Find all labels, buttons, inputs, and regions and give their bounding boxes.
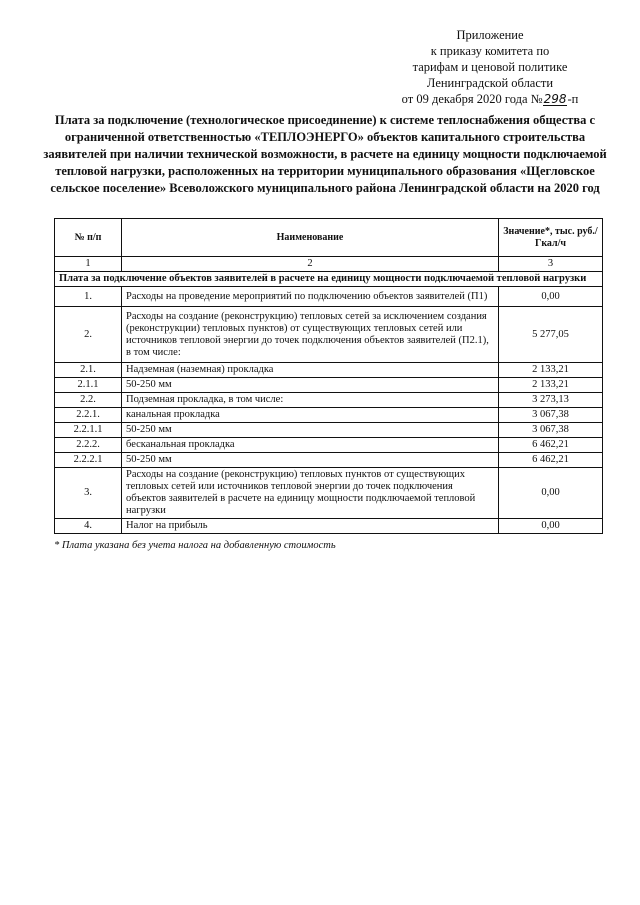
row-name: Надземная (наземная) прокладка bbox=[122, 363, 499, 378]
appendix-block bbox=[390, 27, 590, 107]
row-value: 3 067,38 bbox=[499, 408, 603, 423]
appendix-line-4: Ленинградской области bbox=[426, 76, 554, 90]
table-row bbox=[55, 363, 603, 378]
row-value: 3 273,13 bbox=[499, 393, 603, 408]
header-number: № п/п bbox=[55, 219, 122, 257]
column-number: 3 bbox=[499, 257, 603, 272]
table-row bbox=[55, 378, 603, 393]
tariff-table bbox=[54, 218, 603, 534]
document-title: Плата за подключение (технологическое присоединение) к системе теплоснабжения общества с ограниченной ответственностью «ТЕПЛОЭНЕРГО» объектов капитального строительства заявителей при наличии технической возможности, в расчете на единицу мощности подключаемой тепловой нагрузки, расположенных на территории муниципального образования «Щегловское сельское поселение» Всеволожского муниципального района Ленинградской области на 2020 год bbox=[43, 113, 607, 195]
row-number: 2.2.1.1 bbox=[55, 423, 122, 438]
header-value: Значение*, тыс. руб./Гкал/ч bbox=[499, 219, 603, 257]
footnote: * Плата указана без учета налога на добавленную стоимость bbox=[54, 540, 336, 551]
row-name: бесканальная прокладка bbox=[122, 438, 499, 453]
row-value: 2 133,21 bbox=[499, 363, 603, 378]
table-header-row bbox=[55, 219, 603, 257]
column-numbers-row bbox=[55, 257, 603, 272]
column-number: 1 bbox=[55, 257, 122, 272]
row-number: 2. bbox=[55, 307, 122, 363]
row-value: 5 277,05 bbox=[499, 307, 603, 363]
section-row bbox=[55, 272, 603, 287]
table-row bbox=[55, 468, 603, 519]
appendix-line-3: тарифам и ценовой политике bbox=[412, 60, 568, 74]
row-number: 4. bbox=[55, 519, 122, 534]
row-number: 3. bbox=[55, 468, 122, 519]
order-line bbox=[390, 91, 590, 107]
row-number: 2.2. bbox=[55, 393, 122, 408]
row-number: 2.2.2.1 bbox=[55, 453, 122, 468]
row-number: 2.2.1. bbox=[55, 408, 122, 423]
order-prefix: от 09 декабря 2020 года № bbox=[401, 92, 543, 106]
header-name: Наименование bbox=[122, 219, 499, 257]
table-row bbox=[55, 519, 603, 534]
row-value: 6 462,21 bbox=[499, 438, 603, 453]
row-name: 50-250 мм bbox=[122, 423, 499, 438]
row-name: 50-250 мм bbox=[122, 378, 499, 393]
table-row bbox=[55, 438, 603, 453]
row-number: 2.1.1 bbox=[55, 378, 122, 393]
table-row bbox=[55, 393, 603, 408]
column-number: 2 bbox=[122, 257, 499, 272]
row-value: 3 067,38 bbox=[499, 423, 603, 438]
table-row bbox=[55, 453, 603, 468]
order-number: 298 bbox=[543, 92, 567, 106]
appendix-line-2: к приказу комитета по bbox=[430, 44, 550, 58]
row-name: канальная прокладка bbox=[122, 408, 499, 423]
table-row bbox=[55, 408, 603, 423]
row-value: 6 462,21 bbox=[499, 453, 603, 468]
row-value: 0,00 bbox=[499, 468, 603, 519]
row-name: Расходы на создание (реконструкцию) тепловых сетей за исключением создания (реконструкции) тепловых пунктов) от существующих тепловых сетей или источников тепловой энергии до точек подключения объектов заявителей (П2.1), в том числе: bbox=[122, 307, 499, 363]
order-suffix: -п bbox=[567, 92, 579, 106]
row-number: 2.1. bbox=[55, 363, 122, 378]
row-name: 50-250 мм bbox=[122, 453, 499, 468]
row-value: 0,00 bbox=[499, 519, 603, 534]
row-name: Расходы на проведение мероприятий по подключению объектов заявителей (П1) bbox=[122, 287, 499, 307]
row-name: Расходы на создание (реконструкцию) тепловых пунктов от существующих тепловых сетей или источников тепловой энергии до точек подключения объектов заявителей в расчете на единицу мощности подключаемой тепловой нагрузки bbox=[122, 468, 499, 519]
row-name: Налог на прибыль bbox=[122, 519, 499, 534]
table-row bbox=[55, 423, 603, 438]
section-title: Плата за подключение объектов заявителей в расчете на единицу мощности подключаемой тепловой нагрузки bbox=[55, 272, 603, 287]
row-value: 2 133,21 bbox=[499, 378, 603, 393]
row-number: 1. bbox=[55, 287, 122, 307]
table-row bbox=[55, 287, 603, 307]
appendix-line-1: Приложение bbox=[456, 28, 524, 42]
row-name: Подземная прокладка, в том числе: bbox=[122, 393, 499, 408]
row-number: 2.2.2. bbox=[55, 438, 122, 453]
table-row bbox=[55, 307, 603, 363]
row-value: 0,00 bbox=[499, 287, 603, 307]
